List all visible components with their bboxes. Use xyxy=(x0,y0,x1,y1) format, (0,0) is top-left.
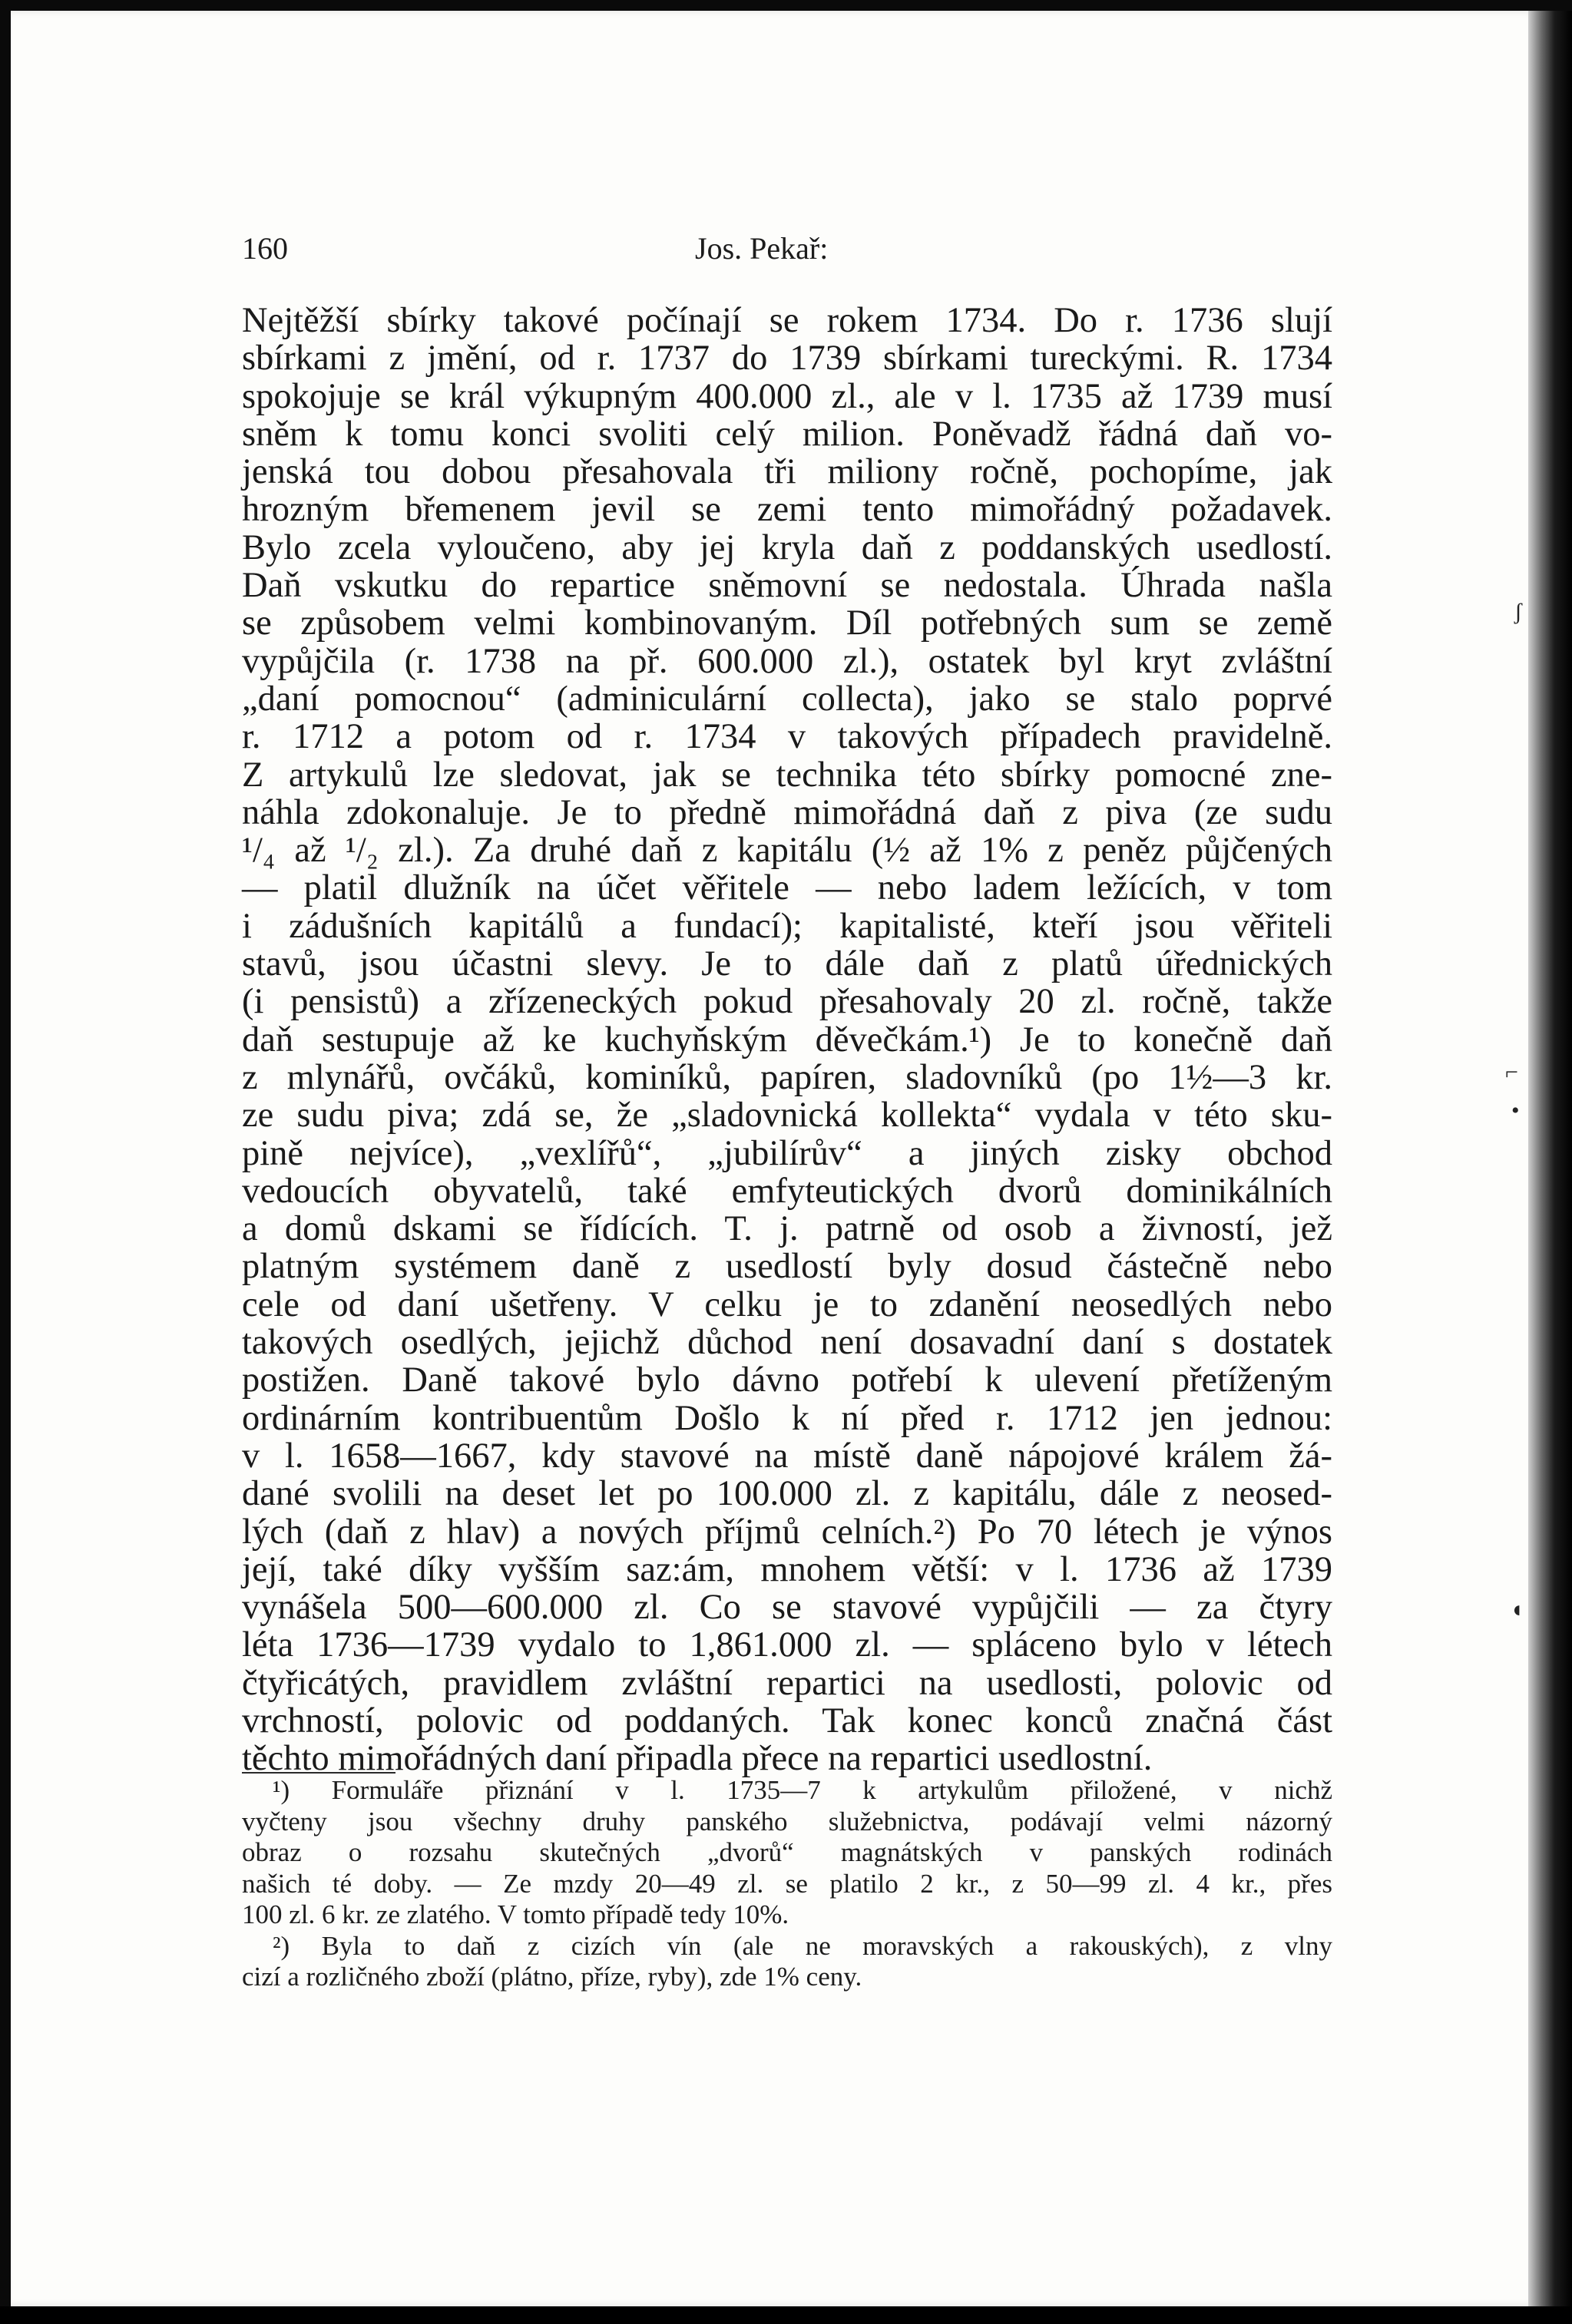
margin-mark: ʃ xyxy=(1514,599,1522,624)
body-line: jenská tou dobou přesahovala tři miliony ročně, pochopíme, jak xyxy=(242,452,1332,492)
footnote-line: obraz o rozsahu skutečných „dvorů“ magnátských v panských rodinách xyxy=(242,1837,1332,1867)
body-line: hrozným břemenem jevil se zemi tento mimořádný požadavek. xyxy=(242,490,1332,530)
running-head: Jos. Pekař: xyxy=(695,231,829,266)
margin-mark: ⌐ xyxy=(1505,1060,1518,1085)
body-line: takových osedlých, jejichž důchod není dosavadní daní s dostatek xyxy=(242,1323,1332,1363)
body-line: Bylo zcela vyloučeno, aby jej kryla daň z poddanských usedlostí. xyxy=(242,527,1332,567)
footnote-line: vyčteny jsou všechny druhy panského služebnictva, podávají velmi názorný xyxy=(242,1806,1332,1836)
body-line: sbírkami z jmění, od r. 1737 do 1739 sbírkami tureckými. R. 1734 xyxy=(242,339,1332,379)
scan-border xyxy=(0,2306,1572,2324)
body-line: i zádušních kapitálů a fundací); kapitalisté, kteří jsou věřiteli xyxy=(242,906,1332,946)
body-line: „daní pomocnou“ (adminiculární collecta), jako se stalo poprvé xyxy=(242,679,1332,719)
body-line: ordinárním kontribuentům Došlo k ní před r. 1712 jen jednou: xyxy=(242,1398,1332,1438)
footnote-line: cizí a rozličného zboží (plátno, příze, ryby), zde 1% ceny. xyxy=(242,1962,862,1992)
body-line: r. 1712 a potom od r. 1734 v takových případech pravidelně. xyxy=(242,717,1332,757)
body-line: spokojuje se král výkupným 400.000 zl., ale v l. 1735 až 1739 musí xyxy=(242,376,1332,416)
body-line: (i pensistů) a zřízeneckých pokud přesahovaly 20 zl. ročně, takže xyxy=(242,982,1332,1022)
body-line: pině nejvíce), „vexlířů“, „jubilírův“ a jiných zisky obchod xyxy=(242,1133,1332,1173)
body-line: Z artykulů lze sledovat, jak se technika této sbírky pomocné zne- xyxy=(242,755,1332,795)
page-header xyxy=(242,230,1332,269)
footnote-line: našich té doby. — Ze mzdy 20—49 zl. se platilo 2 kr., z 50—99 zl. 4 kr., přes xyxy=(242,1868,1332,1899)
body-line: Daň vskutku do repartice sněmovní se nedostala. Úhrada našla xyxy=(242,566,1332,606)
body-line: vynášela 500—600.000 zl. Co se stavové vypůjčili — za čtyry xyxy=(242,1588,1332,1628)
body-line: postižen. Daně takové bylo dávno potřebí k ulevení přetíženým xyxy=(242,1360,1332,1400)
body-line: vrchností, polovic od poddaných. Tak konec konců značná část xyxy=(242,1701,1332,1741)
body-line: čtyřicátých, pravidlem zvláštní repartici na usedlosti, polovic od xyxy=(242,1663,1332,1703)
margin-mark: ◖ xyxy=(1510,1597,1524,1622)
body-line: a domů dskami se řídících. T. j. patrně od osob a živností, jež xyxy=(242,1209,1332,1249)
footnote-line: ¹) Formuláře přiznání v l. 1735—7 k artykulům přiložené, v nichž xyxy=(273,1775,1332,1805)
body-line: — platil dlužník na účet věřitele — nebo ladem ležících, v tom xyxy=(242,868,1332,908)
body-line: sněm k tomu konci svoliti celý milion. Poněvadž řádná daň vo- xyxy=(242,414,1332,454)
body-line: stavů, jsou účastni slevy. Je to dále daň z platů úřednických xyxy=(242,944,1332,984)
footnote-line: ²) Byla to daň z cizích vín (ale ne moravských a rakouských), z vlny xyxy=(273,1930,1332,1961)
body-line: vedoucích obyvatelů, také emfyteutických dvorů dominikálních xyxy=(242,1171,1332,1211)
body-line: náhla zdokonaluje. Je to předně mimořádná daň z piva (ze sudu xyxy=(242,792,1332,832)
body-line: ze sudu piva; zdá se, že „sladovnická kollekta“ vydala v této sku- xyxy=(242,1096,1332,1136)
body-line: daň sestupuje až ke kuchyňským děvečkám.¹) Je to konečně daň xyxy=(242,1020,1332,1060)
body-line: těchto mimořádných daní připadla přece na repartici usedlostní. xyxy=(242,1739,1153,1779)
body-line: platným systémem daně z usedlostí byly dosud částečně nebo xyxy=(242,1247,1332,1287)
body-line: z mlynářů, ovčáků, kominíků, papíren, sladovníků (po 1½—3 kr. xyxy=(242,1057,1332,1097)
footnotes xyxy=(242,1775,1332,1993)
body-line: se způsobem velmi kombinovaným. Díl potřebných sum se země xyxy=(242,603,1332,643)
body-line: v l. 1658—1667, kdy stavové na místě daně nápojové králem žá- xyxy=(242,1436,1332,1476)
body-line: její, také díky vyšším saz:ám, mnohem větší: v l. 1736 až 1739 xyxy=(242,1549,1332,1589)
footnote-rule xyxy=(242,1772,395,1774)
page-edge-shadow xyxy=(1528,11,1572,2306)
page-number: 160 xyxy=(242,231,288,266)
body-line: cele od daní ušetřeny. V celku je to zdanění neosedlých nebo xyxy=(242,1284,1332,1324)
body-line: ¹/₄ až ¹/₂ zl.). Za druhé daň z kapitálu (½ až 1% z peněz půjčených xyxy=(242,831,1332,871)
body-line: dané svolili na deset let po 100.000 zl. z kapitálu, dále z neosed- xyxy=(242,1474,1332,1514)
body-line: lých (daň z hlav) a nových příjmů celních.²) Po 70 létech je výnos xyxy=(242,1512,1332,1552)
margin-mark: • xyxy=(1511,1098,1520,1123)
body-text xyxy=(242,302,1332,1778)
footnote-line: 100 zl. 6 kr. ze zlatého. V tomto případě tedy 10%. xyxy=(242,1899,789,1929)
body-line: Nejtěžší sbírky takové počínají se rokem 1734. Do r. 1736 slují xyxy=(242,301,1332,340)
body-line: léta 1736—1739 vydalo to 1,861.000 zl. — spláceno bylo v létech xyxy=(242,1625,1332,1665)
body-line: vypůjčila (r. 1738 na př. 600.000 zl.), ostatek byl kryt zvláštní xyxy=(242,641,1332,681)
